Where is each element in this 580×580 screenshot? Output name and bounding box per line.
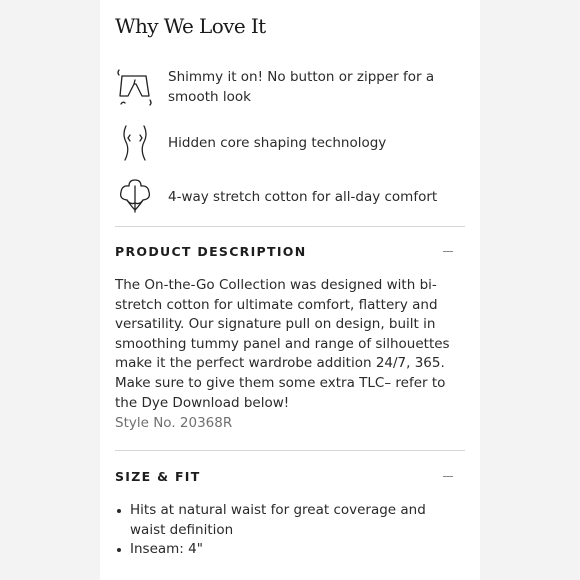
- feature-item-shimmy: [115, 68, 465, 110]
- product-description-text: The On-the-Go Collection was designed with bi-stretch cotton for ultimate comfort, flattery and versatility. Our signature pull on design, built in smoothing tummy panel and range of silhouettes make it the perfect wardrobe addition 24/7, 365. Make sure to give them some extra TLC– refer to the Dye Download below!: [115, 277, 450, 411]
- list-item: Hits at natural waist for great coverage and waist definition: [115, 501, 465, 540]
- waist-shaping-icon: [115, 124, 155, 164]
- collapse-minus-icon[interactable]: [443, 476, 453, 477]
- section-divider: [115, 226, 465, 227]
- size-fit-header[interactable]: [115, 467, 465, 487]
- style-number: Style No. 20368R: [115, 415, 233, 431]
- feature-text: 4-way stretch cotton for all-day comfort: [168, 189, 438, 205]
- collapse-minus-icon[interactable]: [443, 251, 453, 252]
- shorts-icon: [115, 68, 155, 108]
- product-description-title: PRODUCT DESCRIPTION: [115, 244, 307, 259]
- feature-text: Hidden core shaping technology: [168, 135, 387, 151]
- why-we-love-it-title: Why We Love It: [115, 14, 266, 38]
- feature-item-stretch-cotton: [115, 176, 465, 216]
- feature-text: Shimmy it on! No button or zipper for a smooth look: [168, 69, 435, 105]
- size-fit-title: SIZE & FIT: [115, 469, 201, 484]
- section-divider: [115, 450, 465, 451]
- size-fit-list: [115, 501, 465, 560]
- product-details-panel: [100, 0, 480, 580]
- list-item: Inseam: 4": [115, 540, 465, 560]
- feature-item-shaping: [115, 124, 465, 164]
- cotton-flower-icon: [115, 176, 155, 216]
- product-description-header[interactable]: [115, 242, 465, 262]
